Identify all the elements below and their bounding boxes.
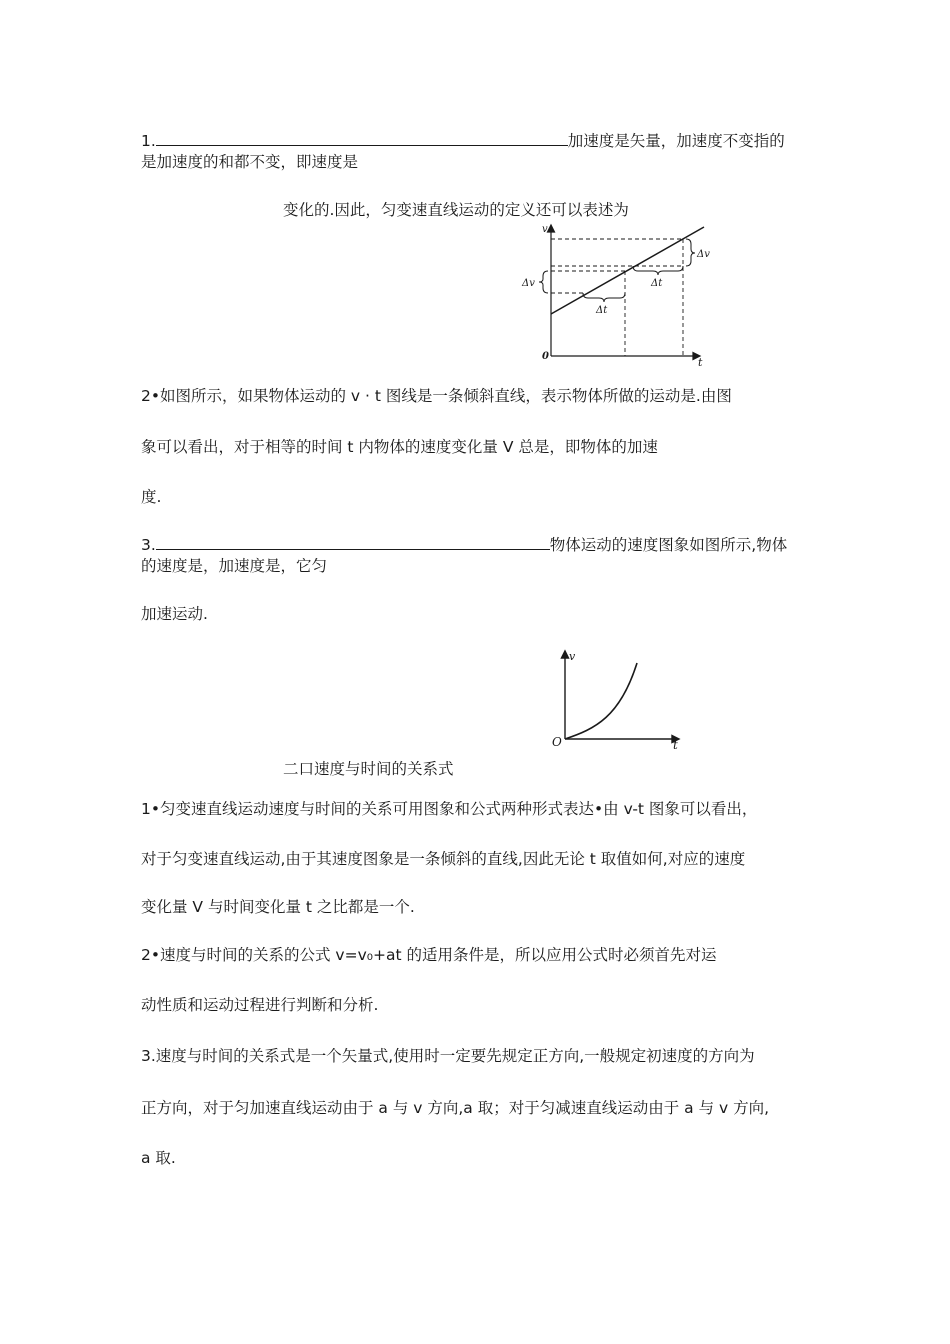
item3-number: 3. [141, 536, 156, 554]
item3-answer-blank[interactable] [156, 535, 550, 550]
figure2-t-label: t [673, 738, 678, 752]
item2-line3: 度. [141, 488, 162, 506]
figure1-dt-left-brace-icon [583, 293, 625, 302]
s1-line3: 变化量 V 与时间变化量 t 之比都是一个. [141, 898, 415, 916]
figure1-dv-right-brace-icon [686, 239, 695, 266]
s1-line1: 1•匀变速直线运动速度与时间的关系可用图象和公式两种形式表达•由 v-t 图象可以看出， [141, 800, 758, 818]
figure1-t-label: t [698, 356, 703, 369]
figure1-dv-left-brace-icon [539, 271, 548, 293]
s2-line1: 2•速度与时间的关系的公式 v=v₀+at 的适用条件是，所以应用公式时必须首先对运 [141, 946, 717, 964]
s3-line2: 正方向，对于匀加速直线运动由于 a 与 v 方向,a 取；对于匀减速直线运动由于 a 与 v 方向, [141, 1099, 770, 1117]
figure1-dt-right-label: Δt [651, 278, 663, 289]
figure2-v-arrow-icon [562, 651, 569, 658]
item3-line1-text: 物体运动的速度图象如图所示,物体 [549, 536, 788, 554]
item1-answer-blank[interactable] [156, 131, 568, 146]
item3-line3: 加速运动. [141, 605, 208, 623]
item2-line2: 象可以看出，对于相等的时间 t 内物体的速度变化量 V 总是，即物体的加速 [141, 438, 658, 456]
figure1-vt-graph [520, 220, 720, 370]
item1-line2: 是加速度的和都不变，即速度是 [141, 153, 359, 171]
figure1-dv-right-label: Δv [697, 249, 710, 260]
s3-line3: a 取. [141, 1149, 176, 1167]
figure1-dt-right-brace-icon [633, 266, 683, 275]
figure1-v-arrow-icon [548, 225, 555, 232]
item1-line1-text: 加速度是矢量，加速度不变指的 [567, 132, 785, 150]
s3-line1: 3.速度与时间的关系式是一个矢量式,使用时一定要先规定正方向,一般规定初速度的方向为 [141, 1047, 755, 1065]
figure2-vt-graph [540, 645, 690, 755]
item2-line1: 2•如图所示，如果物体运动的 v · t 图线是一条倾斜直线，表示物体所做的运动是.由图 [141, 387, 732, 405]
figure1-dv-left-label: Δv [522, 278, 535, 289]
s2-line2: 动性质和运动过程进行判断和分析. [141, 996, 379, 1014]
item3-line2: 的速度是，加速度是，它匀 [141, 557, 328, 575]
figure1-origin-label: 0 [542, 351, 549, 362]
figure2-origin-label: O [552, 735, 562, 749]
item3-line1 [141, 535, 787, 555]
figure2-v-label: v [569, 650, 576, 663]
item1-line1 [141, 131, 785, 151]
figure1-v-label: v [542, 224, 548, 235]
s1-line2: 对于匀变速直线运动,由于其速度图象是一条倾斜的直线,因此无论 t 取值如何,对应的速度 [141, 850, 746, 868]
item1-line3: 变化的.因此，匀变速直线运动的定义还可以表述为 [283, 201, 629, 219]
section-title: 二口速度与时间的关系式 [283, 760, 454, 778]
item1-number: 1. [141, 132, 156, 150]
figure2-data-curve [565, 663, 637, 739]
figure1-dt-left-label: Δt [596, 305, 608, 316]
